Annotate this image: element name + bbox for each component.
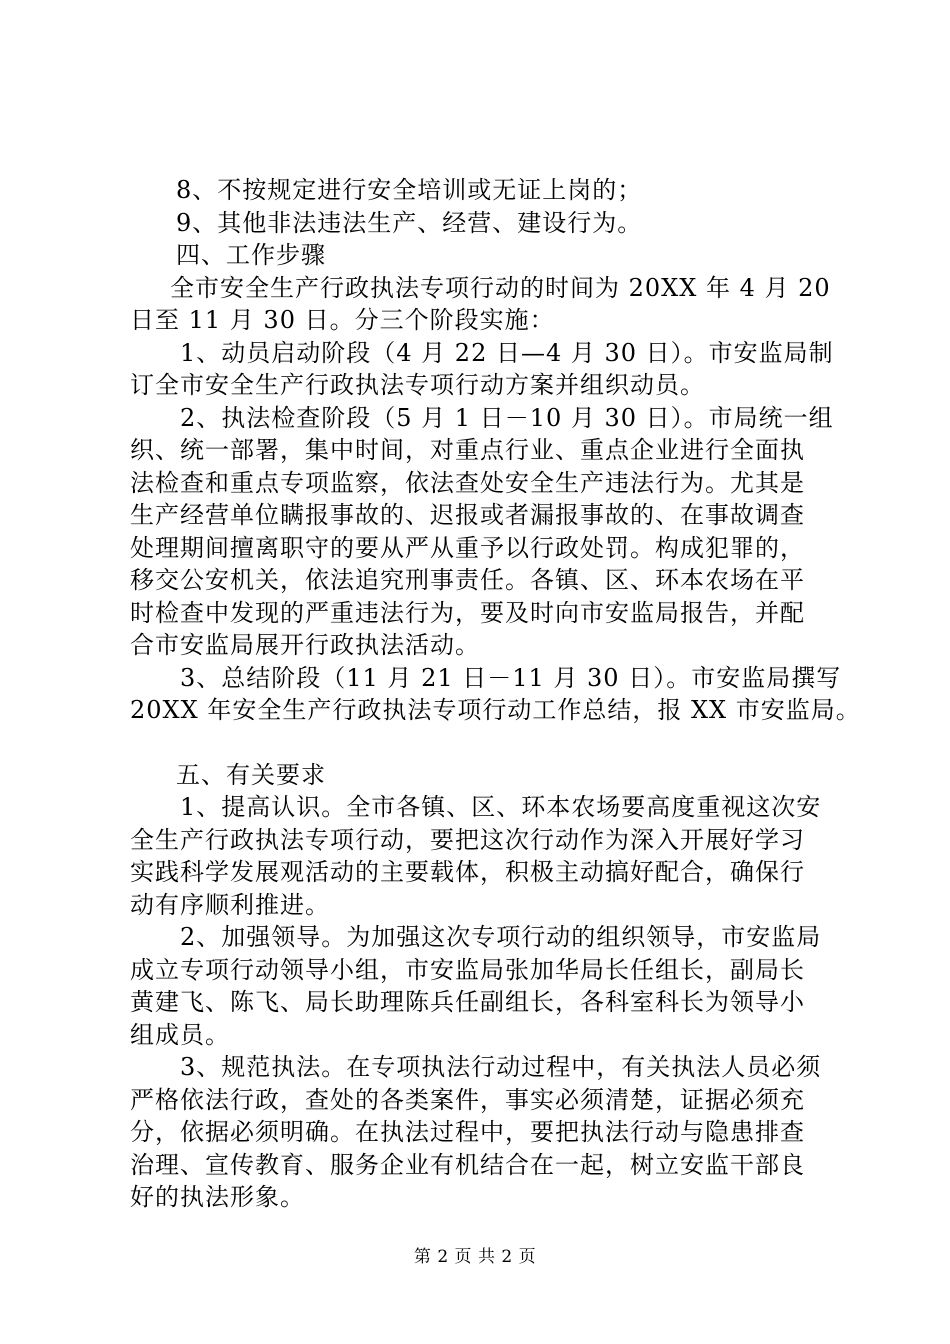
paragraph-gap: [130, 727, 830, 759]
text-line: 移交公安机关，依法追究刑事责任。各镇、区、环本农场在平: [130, 566, 805, 594]
text-line: 严格依法行政，查处的各类案件，事实必须清楚，证据必须充: [130, 1085, 805, 1114]
text-line: 处理期间擅离职守的要从严从重予以行政处罚。构成犯罪的，: [130, 533, 805, 562]
document-body: [130, 174, 861, 1214]
text-line: 好的执法形象。: [130, 1183, 305, 1211]
text-line: 成立专项行动领导小组，市安监局张加华局长任组长，副局长: [130, 955, 805, 984]
text-line: 8、不按规定进行安全培训或无证上岗的；: [176, 176, 643, 204]
text-line: 时检查中发现的严重违法行为，要及时向市安监局报告，并配: [130, 598, 805, 627]
text-line: 20XX 年安全生产行政执法专项行动工作总结，报 XX 市安监局。: [130, 696, 861, 724]
text-line: 分，依据必须明确。在执法过程中，要把执法行动与隐患排查: [130, 1118, 805, 1146]
text-line: 实践科学发展观活动的主要载体，积极主动搞好配合，确保行: [130, 858, 805, 886]
text-line: 3、规范执法。在专项执法行动过程中，有关执法人员必须: [180, 1053, 822, 1081]
text-line: 1、动员启动阶段（4 月 22 日—4 月 30 日）。市安监局制: [180, 338, 834, 367]
text-line: 2、执法检查阶段（5 月 1 日－10 月 30 日）。市局统一组: [180, 403, 834, 432]
text-line: 全生产行政执法专项行动，要把这次行动作为深入开展好学习: [130, 825, 805, 854]
text-line: 动有序顺利推进。: [130, 890, 330, 919]
text-line: 生产经营单位瞒报事故的、迟报或者漏报事故的、在事故调查: [130, 501, 805, 529]
text-line: 治理、宣传教育、服务企业有机结合在一起，树立安监干部良: [130, 1150, 805, 1179]
text-line: 全市安全生产行政执法专项行动的时间为 20XX 年 4 月 20: [170, 273, 831, 302]
text-line: 合市安监局展开行政执法活动。: [130, 631, 480, 659]
section-heading: 四、工作步骤: [176, 241, 326, 269]
page-footer: 第 2 页 共 2 页: [413, 1247, 537, 1267]
text-line: 1、提高认识。全市各镇、区、环本农场要高度重视这次安: [180, 793, 822, 821]
text-line: 组成员。: [130, 1020, 230, 1049]
text-line: 日至 11 月 30 日。分三个阶段实施：: [130, 306, 555, 334]
text-line: 2、加强领导。为加强这次专项行动的组织领导，市安监局: [180, 923, 822, 951]
text-line: 9、其他非法违法生产、经营、建设行为。: [176, 208, 643, 237]
text-line: 织、统一部署，集中时间，对重点行业、重点企业进行全面执: [130, 436, 805, 464]
text-line: 黄建飞、陈飞、局长助理陈兵任副组长，各科室科长为领导小: [130, 988, 805, 1016]
text-line: 订全市安全生产行政执法专项行动方案并组织动员。: [130, 371, 705, 399]
text-line: 3、总结阶段（11 月 21 日－11 月 30 日）。市安监局撰写: [180, 663, 842, 692]
section-heading: 五、有关要求: [176, 760, 326, 789]
text-line: 法检查和重点专项监察，依法查处安全生产违法行为。尤其是: [130, 468, 805, 497]
